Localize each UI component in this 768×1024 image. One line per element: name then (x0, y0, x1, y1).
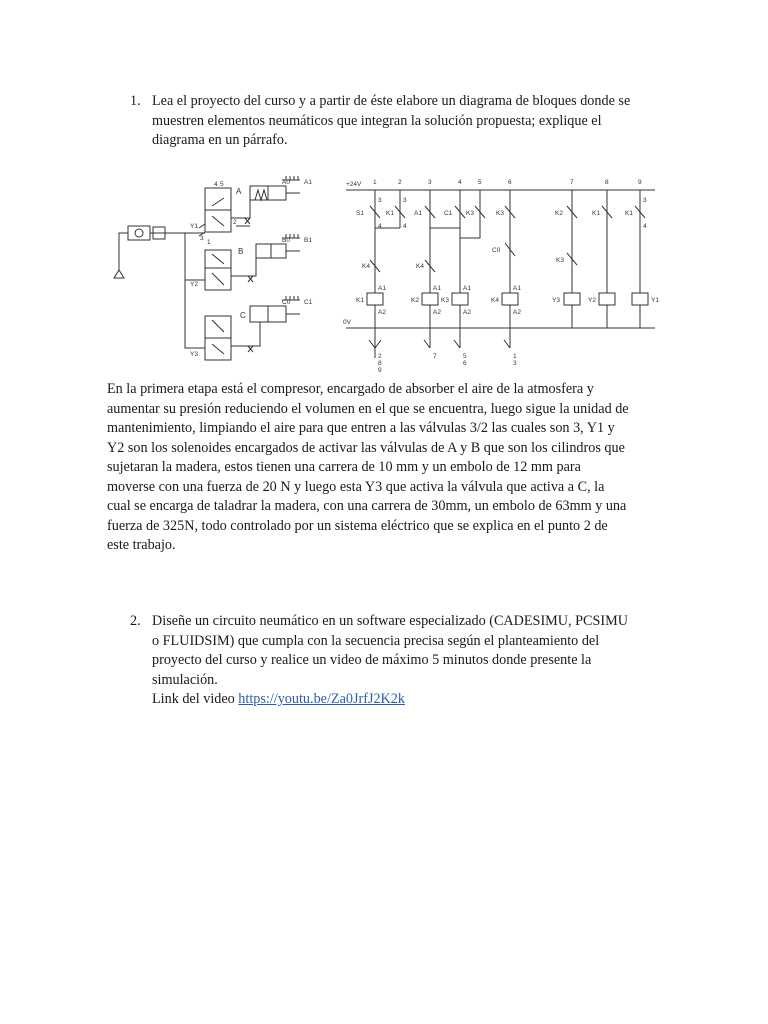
coil-y3 (564, 293, 580, 305)
sensor-label: A0 (282, 179, 290, 186)
coil-label: Y1 (651, 297, 659, 304)
paragraph-line: En la primera etapa está el compresor, encargado de absorber el aire de la atmosfera y (107, 381, 594, 397)
contact-number: 3 (643, 197, 647, 204)
column-number: 4 (458, 179, 462, 186)
solenoid-label: Y1 (190, 223, 198, 230)
cylinder-b-label: B (238, 247, 244, 256)
question-1-line: diagrama en un párrafo. (152, 132, 288, 148)
coil-y1 (632, 293, 648, 305)
solenoid-label: Y2 (190, 281, 198, 288)
video-link-line (152, 690, 672, 710)
question-1-text (152, 92, 672, 151)
contact-number: 4 (643, 223, 647, 230)
port-label: 3 (200, 235, 204, 242)
contact-number: 3 (403, 197, 407, 204)
video-link[interactable]: https://youtu.be/Za0JrfJ2K2k (238, 691, 405, 707)
column-number: 2 (398, 179, 402, 186)
coil-k3b (452, 293, 468, 305)
coil-k4 (502, 293, 518, 305)
coil-terminal: A1 (513, 285, 521, 292)
question-1-number: 1. (130, 93, 141, 109)
coil-label: K4 (491, 297, 499, 304)
contact-label: K4 (362, 263, 370, 270)
port-label: 5 (220, 181, 224, 188)
ref-number: 7 (433, 353, 437, 360)
question-2-line: simulación. (152, 671, 218, 688)
solenoid-label: Y3 (190, 351, 198, 358)
port-label: 2 (233, 219, 237, 226)
column-number: 7 (570, 179, 574, 186)
question-1-line: Lea el proyecto del curso y a partir de éste elabore un diagrama de bloques donde se (152, 93, 631, 109)
sensor-label: A1 (304, 179, 312, 186)
question-2-line: o FLUIDSIM) que cumpla con la secuencia precisa según el planteamiento del (152, 632, 600, 649)
coil-terminal: A2 (513, 309, 521, 316)
sensor-label: B1 (304, 237, 312, 244)
contact-number: 3 (378, 197, 382, 204)
video-link-label: Link del video (152, 691, 239, 707)
port-label: 4 (214, 181, 218, 188)
paragraph-line: mantenimiento, limpiando el aire para que entren a las válvulas 3/2 las cuales son 3, Y1 y (107, 420, 615, 436)
question-2-line: Diseñe un circuito neumático en un software especializado (CADESIMU, PCSIMU (152, 613, 628, 629)
contact-label: K2 (555, 210, 563, 217)
column-number: 5 (478, 179, 482, 186)
contact-label: C1 (444, 210, 453, 217)
coil-terminal: A1 (463, 285, 471, 292)
coil-terminal: A2 (378, 309, 386, 316)
sensor-label: B0 (282, 237, 290, 244)
contact-label: K3 (496, 210, 504, 217)
contact-label: K1 (592, 210, 600, 217)
column-number: 8 (605, 179, 609, 186)
ref-number: 1 (513, 353, 517, 360)
column-number: 3 (428, 179, 432, 186)
ref-number: 6 (463, 360, 467, 367)
port-label: 1 (207, 239, 211, 246)
ref-number: 3 (513, 360, 517, 367)
contact-label: C0 (492, 247, 501, 254)
coil-label: Y2 (588, 297, 596, 304)
paragraph-line: aumentar su presión reduciendo el volumen en el que se encuentra, luego sigue la unidad de (107, 400, 629, 417)
question-2-line: proyecto del curso y realice un video de máximo 5 minutos donde presente la (152, 652, 592, 668)
contact-label: A1 (414, 210, 422, 217)
sensor-label: C0 (282, 299, 291, 306)
cylinder-c-label: C (240, 311, 246, 320)
contact-label: K1 (625, 210, 633, 217)
column-number: 9 (638, 179, 642, 186)
ref-number: 2 (378, 353, 382, 360)
contact-label: K4 (416, 263, 424, 270)
paragraph-line: Y2 son los solenoides encargados de activar las válvulas de A y B que son los cilindros que (107, 439, 625, 456)
paragraph-line: cual se encarga de taladrar la madera, con una carrera de 30mm, un embolo de 63mm y una (107, 498, 627, 514)
coil-label: K1 (356, 297, 364, 304)
contact-label: K3 (466, 210, 474, 217)
coil-terminal: A1 (378, 285, 386, 292)
contact-label: K3 (556, 257, 564, 264)
paragraph-line: sujetaran la madera, estos tienen una carrera de 10 mm y un embolo de 12 mm para (107, 459, 581, 475)
paragraph-line: moverse con una fuerza de 20 N y luego esta Y3 que activa la válvula que activa a C, la (107, 478, 605, 495)
ground-label: 0V (343, 319, 351, 326)
coil-terminal: A1 (433, 285, 441, 292)
circuit-figure (0, 168, 768, 378)
coil-label: Y3 (552, 297, 560, 304)
coil-k2 (422, 293, 438, 305)
paragraph-line: fuerza de 325N, todo controlado por un sistema eléctrico que se explica en el punto 2 de (107, 517, 608, 534)
service-unit-icon (128, 226, 150, 240)
coil-terminal: A2 (463, 309, 471, 316)
supply-label: +24V (346, 181, 362, 188)
ref-number: 8 (378, 360, 382, 367)
question-2-number: 2. (130, 613, 141, 629)
contact-label: S1 (356, 210, 364, 217)
ref-number: 5 (463, 353, 467, 360)
question-2-text (152, 612, 672, 710)
coil-terminal: A2 (433, 309, 441, 316)
coil-label: K2 (411, 297, 419, 304)
contact-number: 4 (403, 223, 407, 230)
paragraph-line: este trabajo. (107, 537, 176, 553)
contact-label: K1 (386, 210, 394, 217)
coil-k1 (367, 293, 383, 305)
contact-number: 4 (378, 223, 382, 230)
explanation-paragraph (107, 380, 667, 556)
sensor-label: C1 (304, 299, 313, 306)
ref-number: 9 (378, 367, 382, 374)
column-number: 1 (373, 179, 377, 186)
coil-label: K3 (441, 297, 449, 304)
question-1-line: muestren elementos neumáticos que integran la solución propuesta; explique el (152, 112, 602, 129)
coil-y2 (599, 293, 615, 305)
cylinder-a-label: A (236, 187, 242, 196)
column-number: 6 (508, 179, 512, 186)
